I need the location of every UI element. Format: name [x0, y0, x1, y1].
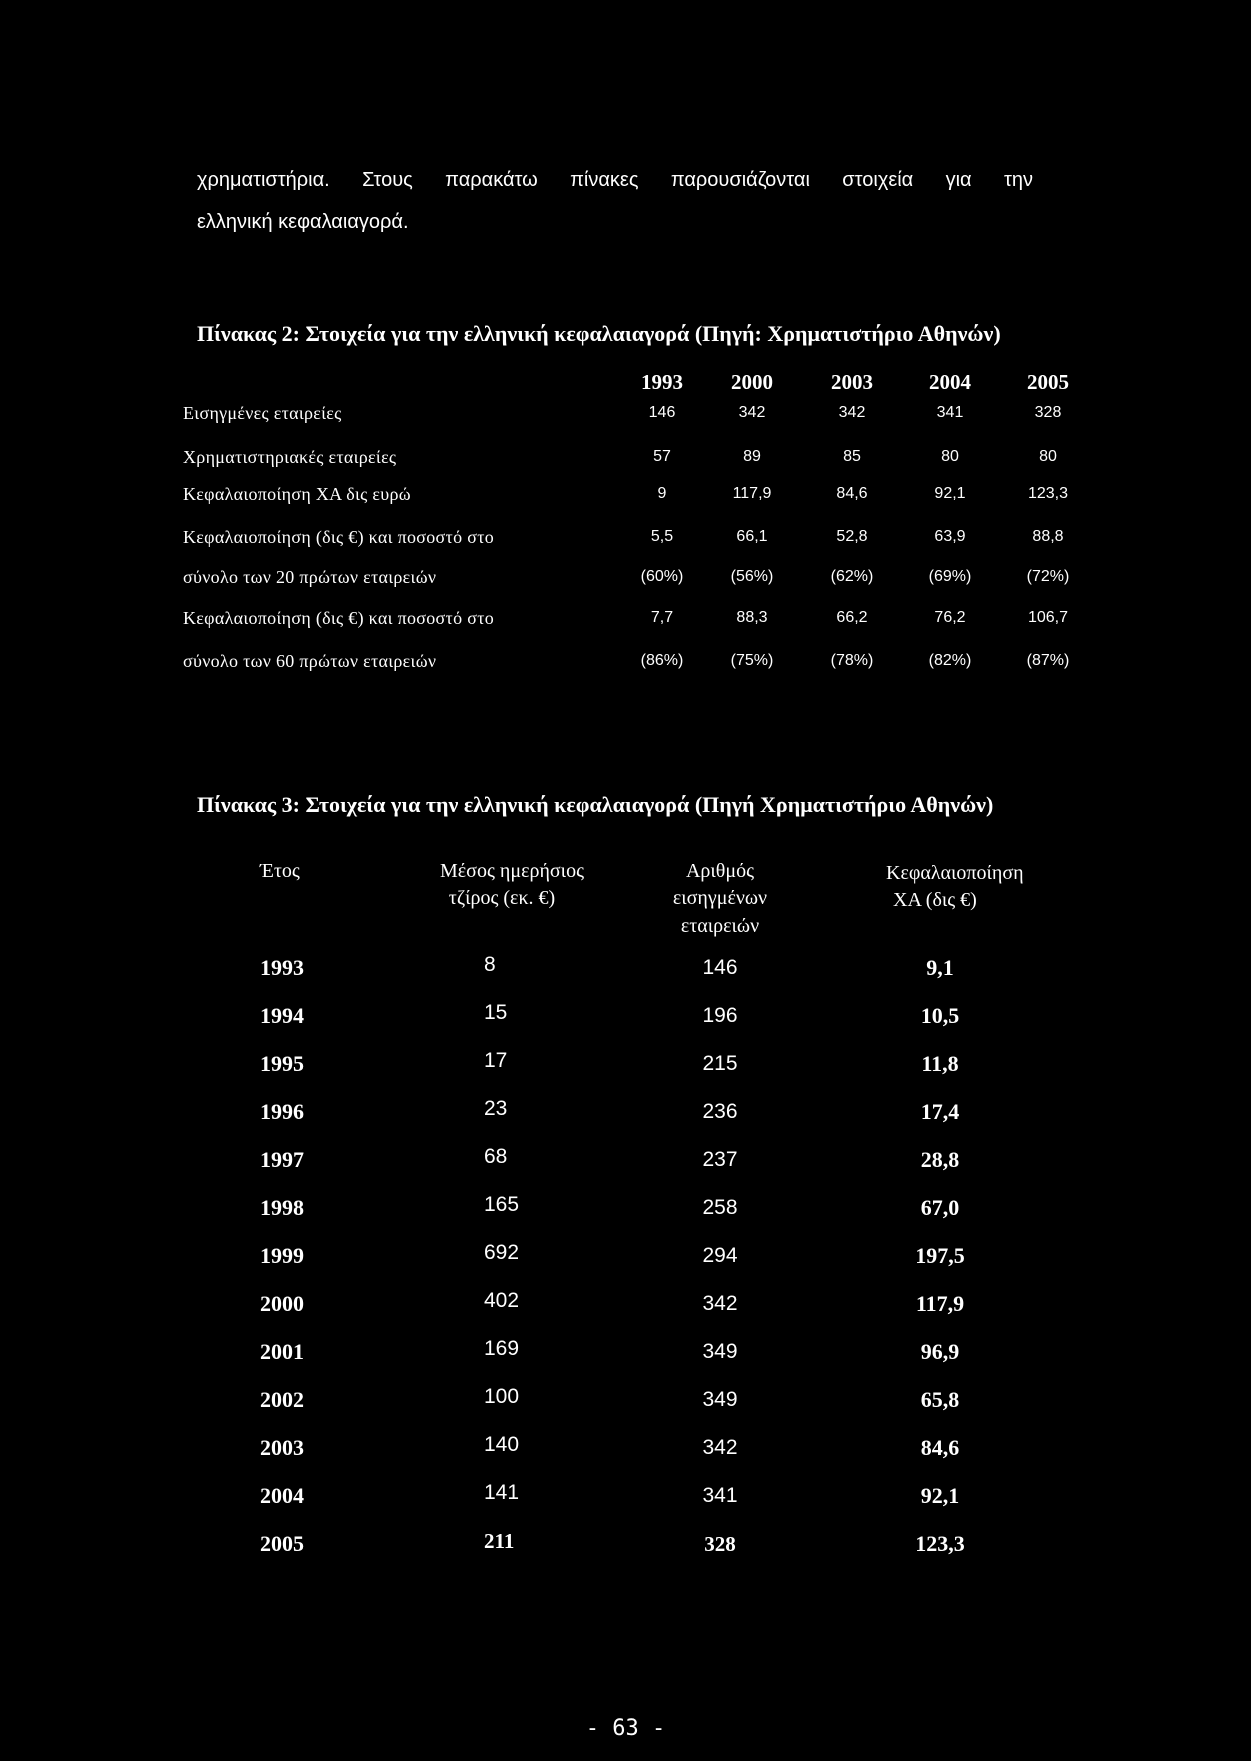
- table2-cell: 63,9: [934, 528, 966, 545]
- table3-listed: 258: [702, 1196, 738, 1219]
- table2-row-label: σύνολο των 60 πρώτων εταιρειών: [183, 651, 437, 671]
- table2-row-label: Κεφαλαιοποίηση (δις €) και ποσοστό στο: [183, 608, 495, 628]
- table2-header-row: [0, 368, 1251, 396]
- table3-header-turnover-line: τζίρος (εκ. €): [448, 887, 556, 909]
- table2-cell: 146: [648, 404, 676, 421]
- table3-turnover: 100: [484, 1385, 520, 1408]
- table2-title: Πίνακας 2: Στοιχεία για την ελληνική κεφαλαιαγορά (Πηγή: Χρηματιστήριο Αθηνών): [197, 321, 1001, 346]
- table3-year: 1997: [260, 1147, 304, 1172]
- intro-line-1: χρηματιστήρια. Στους παρακάτω πίνακες παρουσιάζονται στοιχεία για την: [197, 169, 1033, 191]
- table3-turnover: 15: [484, 1001, 508, 1024]
- table3-row: [0, 1002, 1251, 1030]
- table3-row: [0, 1482, 1251, 1510]
- table3-year: 2000: [260, 1291, 304, 1316]
- table2-cell: 80: [1039, 448, 1057, 465]
- table3-row: [0, 1050, 1251, 1078]
- table3-header-cap-line: ΧΑ (δις €): [893, 889, 977, 911]
- table2-cell: 85: [843, 448, 861, 465]
- table3-cap: 67,0: [920, 1195, 960, 1220]
- table3-turnover: 68: [484, 1145, 508, 1168]
- table3-cap: 65,8: [920, 1387, 960, 1412]
- table3-year: 1993: [260, 955, 304, 980]
- table2-row-label: σύνολο των 20 πρώτων εταιρειών: [183, 567, 437, 587]
- table2-cell: (69%): [928, 568, 972, 585]
- table3-cap: 10,5: [920, 1003, 960, 1028]
- table2-cell: (86%): [640, 652, 684, 669]
- table2-cell: 52,8: [836, 528, 868, 545]
- table2-year-header: 2005: [1027, 370, 1069, 394]
- table2-row: [0, 443, 1251, 471]
- table3-cap: 17,4: [920, 1099, 960, 1124]
- table3-listed: 215: [702, 1052, 738, 1075]
- table2-cell: (75%): [730, 652, 774, 669]
- table2-cell: 88,8: [1032, 528, 1064, 545]
- table3-header-year: Έτος: [260, 860, 300, 882]
- table3-header-listed-line: εισηγμένων: [672, 887, 768, 909]
- table2-cell: (56%): [730, 568, 774, 585]
- table3-listed: 146: [702, 956, 738, 979]
- table3-cap: 92,1: [920, 1483, 960, 1508]
- table2-row: [0, 399, 1251, 427]
- table3-year: 1996: [260, 1099, 304, 1124]
- table3-row: [0, 954, 1251, 982]
- table2-cell: (78%): [830, 652, 874, 669]
- table3-listed: 294: [702, 1244, 738, 1267]
- table3-row: [0, 1434, 1251, 1462]
- table2-row: [0, 523, 1251, 551]
- table2-cell: 106,7: [1027, 609, 1069, 626]
- table3-row: [0, 1530, 1251, 1558]
- table3-cap: 9,1: [926, 955, 954, 980]
- table2-cell: 123,3: [1027, 485, 1069, 502]
- table3-turnover: 165: [484, 1193, 520, 1216]
- table3-turnover: 140: [484, 1433, 520, 1456]
- table3-row: [0, 1386, 1251, 1414]
- table3-cap: 197,5: [915, 1243, 965, 1268]
- table2-cell: 89: [743, 448, 761, 465]
- table3-listed: 196: [702, 1004, 738, 1027]
- table3-turnover: 211: [484, 1529, 515, 1553]
- table2-year-header: 1993: [641, 370, 683, 394]
- table3-turnover: 23: [484, 1097, 508, 1120]
- table3-header-turnover-line: Μέσος ημερήσιος: [440, 860, 584, 882]
- table2-cell: (62%): [830, 568, 874, 585]
- table2-cell: 92,1: [934, 485, 966, 502]
- table3-listed: 341: [702, 1484, 738, 1507]
- table2-row-label: Κεφαλαιοποίηση (δις €) και ποσοστό στο: [183, 527, 495, 547]
- table3-year: 2003: [260, 1435, 304, 1460]
- table2-row-label: Χρηματιστηριακές εταιρείες: [183, 447, 397, 467]
- table2-row-label: Κεφαλαιοποίηση ΧΑ δις ευρώ: [183, 484, 411, 504]
- table3-row: [0, 1146, 1251, 1174]
- table3-cap: 28,8: [920, 1147, 960, 1172]
- table3-year: 2002: [260, 1387, 304, 1412]
- table2-cell: (60%): [640, 568, 684, 585]
- table2-cell: 5,5: [650, 528, 674, 545]
- table3-row: [0, 1242, 1251, 1270]
- table2-cell: 342: [738, 404, 766, 421]
- table3-year: 1994: [260, 1003, 304, 1028]
- table3-listed: 342: [702, 1436, 738, 1459]
- table3-turnover: 169: [484, 1337, 520, 1360]
- table2-cell: 9: [657, 485, 667, 502]
- table3-year: 1999: [260, 1243, 304, 1268]
- table3-row: [0, 1290, 1251, 1318]
- table2-cell: 117,9: [732, 485, 772, 502]
- table3-turnover: 17: [484, 1049, 508, 1072]
- table2-cell: 88,3: [736, 609, 768, 626]
- table2-row: [0, 480, 1251, 508]
- table3-listed: 349: [702, 1340, 738, 1363]
- table3-cap: 96,9: [920, 1339, 960, 1364]
- table3-title: Πίνακας 3: Στοιχεία για την ελληνική κεφαλαιαγορά (Πηγή Χρηματιστήριο Αθηνών): [197, 792, 994, 817]
- table3-listed: 328: [704, 1532, 736, 1556]
- table2-cell: 328: [1034, 404, 1062, 421]
- table2-year-header: 2003: [831, 370, 873, 394]
- table3-row: [0, 1194, 1251, 1222]
- table2-row: [0, 604, 1251, 632]
- table3-header-listed-line: εταιρειών: [680, 915, 760, 937]
- table2-cell: 80: [941, 448, 959, 465]
- table3-year: 2004: [260, 1483, 304, 1508]
- table3-header-listed-line: Αριθμός: [685, 860, 755, 882]
- table3-cap: 11,8: [921, 1051, 959, 1076]
- table3-turnover: 8: [484, 953, 496, 976]
- table2-cell: 341: [936, 404, 964, 421]
- table3-listed: 237: [702, 1148, 738, 1171]
- table3-row: [0, 1098, 1251, 1126]
- table3-turnover: 402: [484, 1289, 520, 1312]
- table3-header-cap-line: Κεφαλαιοποίηση: [886, 862, 1024, 884]
- table3-listed: 236: [702, 1100, 738, 1123]
- table2-cell: (72%): [1026, 568, 1070, 585]
- table2-cell: 57: [653, 448, 671, 465]
- table3-turnover: 692: [484, 1241, 520, 1264]
- table3-year: 1998: [260, 1195, 304, 1220]
- table2-cell: (82%): [928, 652, 972, 669]
- table3-turnover: 141: [484, 1481, 520, 1504]
- table2-year-header: 2004: [929, 370, 971, 394]
- table2-cell: 84,6: [836, 485, 868, 502]
- table3-row: [0, 1338, 1251, 1366]
- table2-cell: 76,2: [934, 609, 966, 626]
- table2-cell: 66,1: [736, 528, 768, 545]
- table2-cell: 7,7: [650, 609, 674, 626]
- table3-listed: 342: [702, 1292, 738, 1315]
- table3-listed: 349: [702, 1388, 738, 1411]
- table2-row: [0, 647, 1251, 675]
- table2-row-label: Εισηγμένες εταιρείες: [183, 403, 342, 423]
- table2-cell: 66,2: [836, 609, 868, 626]
- table3-year: 2001: [260, 1339, 304, 1364]
- table2-year-header: 2000: [731, 370, 773, 394]
- table2-cell: 342: [838, 404, 866, 421]
- intro-line-2: ελληνική κεφαλαιαγορά.: [197, 211, 409, 233]
- table3-year: 2005: [260, 1531, 304, 1556]
- page-number: - 63 -: [585, 1716, 666, 1741]
- table2-cell: (87%): [1026, 652, 1070, 669]
- table3-cap: 84,6: [920, 1435, 960, 1460]
- table3-year: 1995: [260, 1051, 304, 1076]
- table2-row: [0, 563, 1251, 591]
- table3-cap: 123,3: [915, 1531, 965, 1556]
- table3-cap: 117,9: [915, 1291, 965, 1316]
